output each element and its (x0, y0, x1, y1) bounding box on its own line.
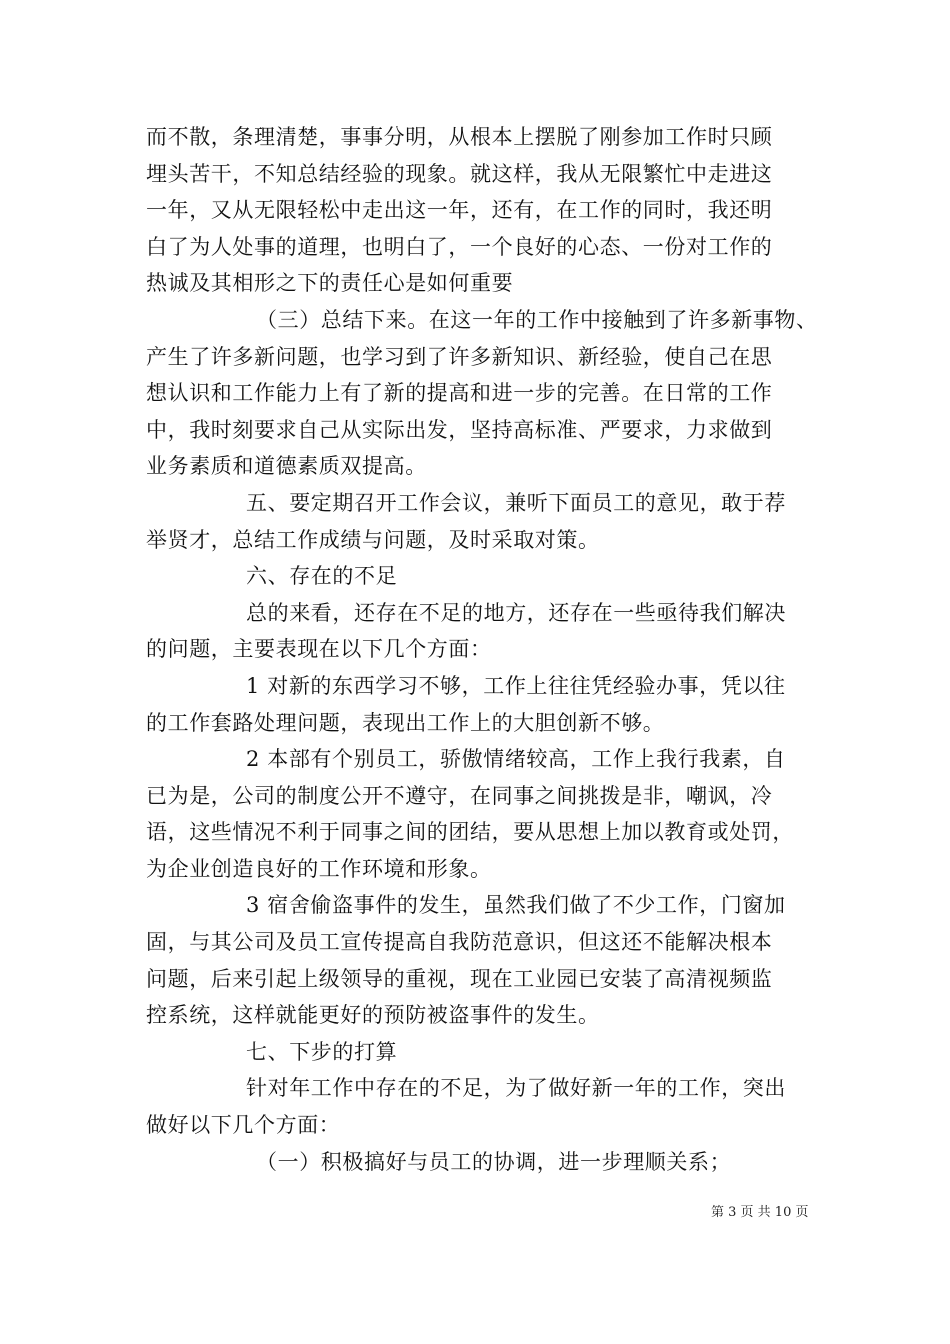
text-line: 一年，又从无限轻松中走出这一年，还有，在工作的同时，我还明 (146, 198, 773, 223)
text-line: 而不散，条理清楚，事事分明，从根本上摆脱了刚参加工作时只顾 (146, 125, 773, 149)
text-line: 白了为人处事的道理，也明白了，一个良好的心态、一份对工作的 (146, 234, 773, 259)
text-line: 问题，后来引起上级领导的重视，现在工业园已安装了高清视频监 (146, 966, 773, 991)
text-line: 埋头苦干，不知总结经验的现象。就这样，我从无限繁忙中走进这 (146, 161, 773, 186)
page-number: 第 3 页 共 10 页 (711, 1205, 809, 1220)
list-item: 2 本部有个别员工，骄傲情绪较高，工作上我行我素，自 (246, 747, 786, 772)
body-text (146, 119, 818, 1180)
text-line: 总的来看，还存在不足的地方，还存在一些亟待我们解决 (246, 600, 786, 625)
text-line: 已为是，公司的制度公开不遵守，在同事之间挑拨是非，嘲讽，冷 (146, 783, 773, 808)
text-line: 热诚及其相形之下的责任心是如何重要 (146, 271, 514, 296)
text-line: 五、要定期召开工作会议，兼听下面员工的意见，敢于荐 (246, 490, 786, 515)
text-line: 中，我时刻要求自己从实际出发，坚持高标准、严要求，力求做到 (146, 417, 773, 442)
text-line: 业务素质和道德素质双提高。 (146, 454, 427, 479)
text-line: 语，这些情况不利于同事之间的团结，要从思想上加以教育或处罚， (146, 820, 794, 845)
text-line: 的工作套路处理问题，表现出工作上的大胆创新不够。 (146, 710, 665, 735)
text-line: 固，与其公司及员工宣传提高自我防范意识，但这还不能解决根本 (146, 930, 773, 955)
text-line: （三）总结下来。在这一年的工作中接触到了许多新事物、 (256, 307, 818, 332)
section-heading: 七、下步的打算 (246, 1039, 398, 1064)
list-item: 1 对新的东西学习不够，工作上往往凭经验办事，凭以往 (246, 673, 786, 698)
text-line: 想认识和工作能力上有了新的提高和进一步的完善。在日常的工作 (146, 381, 773, 406)
list-item: 3 宿舍偷盗事件的发生，虽然我们做了不少工作，门窗加 (246, 893, 786, 918)
text-line: 针对年工作中存在的不足，为了做好新一年的工作，突出 (246, 1076, 786, 1101)
text-line: 控系统，这样就能更好的预防被盗事件的发生。 (146, 1003, 600, 1028)
text-line: 做好以下几个方面： (146, 1113, 341, 1138)
text-line: 为企业创造良好的工作环境和形象。 (146, 856, 492, 881)
text-line: 产生了许多新问题，也学习到了许多新知识、新经验，使自己在思 (146, 344, 773, 369)
text-line: 的问题，主要表现在以下几个方面： (146, 637, 492, 662)
text-line: （一）积极搞好与员工的协调，进一步理顺关系； (256, 1149, 732, 1174)
section-heading: 六、存在的不足 (246, 564, 398, 589)
text-line: 举贤才，总结工作成绩与问题，及时采取对策。 (146, 527, 600, 552)
